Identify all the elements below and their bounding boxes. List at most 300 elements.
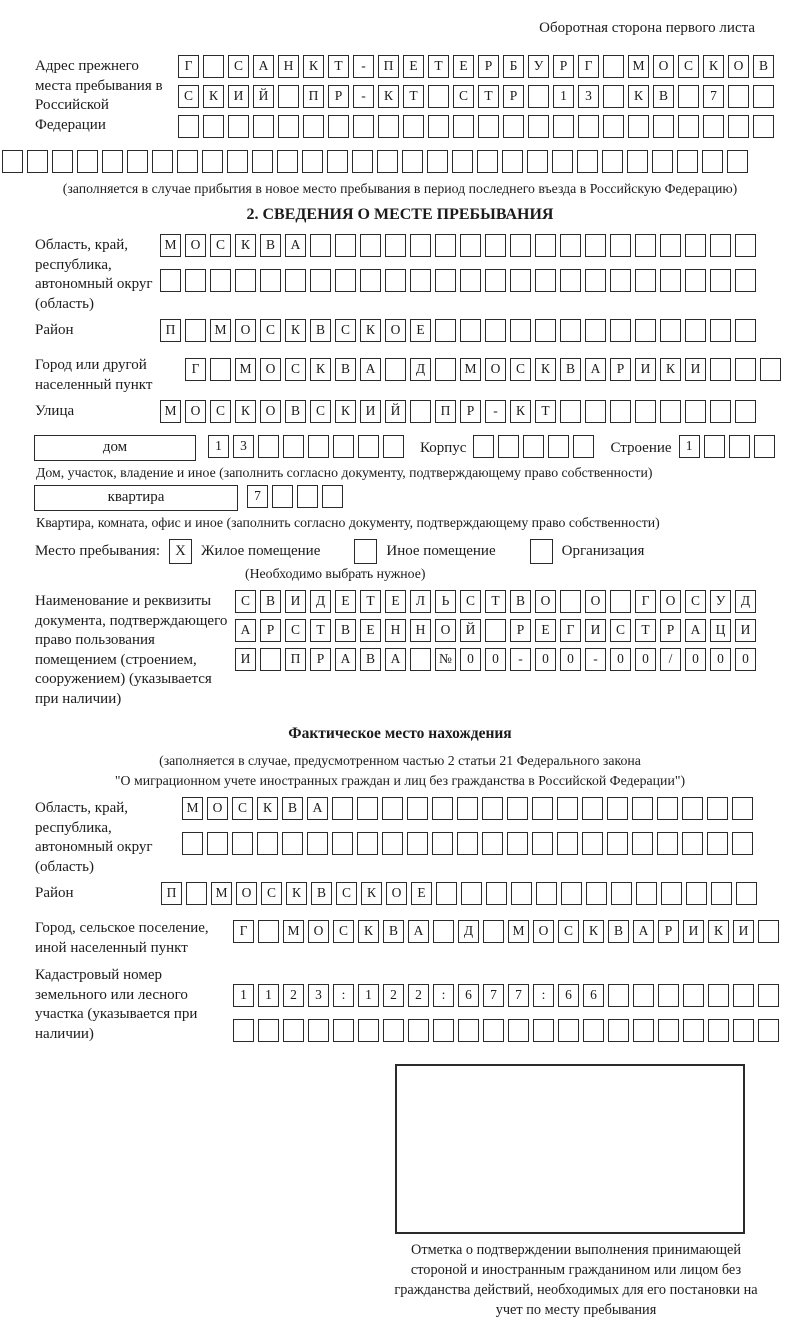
char-box[interactable]: И xyxy=(285,590,306,613)
char-box[interactable]: М xyxy=(160,400,181,423)
char-box[interactable]: М xyxy=(460,358,481,381)
char-box[interactable] xyxy=(127,150,148,173)
char-box[interactable] xyxy=(385,269,406,292)
char-box[interactable] xyxy=(177,150,198,173)
char-box[interactable] xyxy=(610,590,631,613)
char-box[interactable]: 1 xyxy=(208,435,229,458)
char-box[interactable] xyxy=(603,55,624,78)
char-box[interactable] xyxy=(732,797,753,820)
char-box[interactable]: О xyxy=(260,358,281,381)
char-box[interactable]: 7 xyxy=(703,85,724,108)
char-box[interactable] xyxy=(460,269,481,292)
char-box[interactable]: Г xyxy=(185,358,206,381)
char-box[interactable]: М xyxy=(210,319,231,342)
char-box[interactable] xyxy=(685,319,706,342)
char-box[interactable]: В xyxy=(560,358,581,381)
char-box[interactable] xyxy=(528,85,549,108)
char-box[interactable] xyxy=(185,319,206,342)
char-box[interactable] xyxy=(682,797,703,820)
char-box[interactable] xyxy=(378,115,399,138)
char-box[interactable] xyxy=(278,85,299,108)
char-box[interactable]: 2 xyxy=(408,984,429,1007)
char-box[interactable] xyxy=(727,150,748,173)
char-box[interactable] xyxy=(257,832,278,855)
char-box[interactable] xyxy=(272,485,293,508)
char-box[interactable] xyxy=(535,319,556,342)
char-box[interactable] xyxy=(683,1019,704,1042)
char-box[interactable] xyxy=(310,269,331,292)
char-box[interactable]: Е xyxy=(360,619,381,642)
char-box[interactable] xyxy=(608,984,629,1007)
char-box[interactable]: Д xyxy=(735,590,756,613)
char-box[interactable] xyxy=(607,797,628,820)
char-box[interactable] xyxy=(203,55,224,78)
char-box[interactable]: В xyxy=(260,234,281,257)
char-box[interactable]: Р xyxy=(503,85,524,108)
char-box[interactable]: К xyxy=(310,358,331,381)
char-box[interactable]: И xyxy=(235,648,256,671)
char-box[interactable] xyxy=(728,85,749,108)
char-box[interactable]: Л xyxy=(410,590,431,613)
char-box[interactable] xyxy=(353,115,374,138)
char-box[interactable] xyxy=(736,882,757,905)
char-box[interactable] xyxy=(483,1019,504,1042)
char-box[interactable] xyxy=(253,115,274,138)
char-box[interactable]: И xyxy=(228,85,249,108)
char-box[interactable] xyxy=(610,234,631,257)
char-box[interactable] xyxy=(357,832,378,855)
char-box[interactable]: 6 xyxy=(583,984,604,1007)
char-box[interactable]: 7 xyxy=(508,984,529,1007)
char-box[interactable]: С xyxy=(678,55,699,78)
char-box[interactable] xyxy=(358,435,379,458)
char-box[interactable]: В xyxy=(311,882,332,905)
char-box[interactable]: С xyxy=(333,920,354,943)
char-box[interactable] xyxy=(586,882,607,905)
char-box[interactable]: С xyxy=(232,797,253,820)
char-box[interactable]: А xyxy=(285,234,306,257)
char-box[interactable] xyxy=(708,984,729,1007)
char-box[interactable]: С xyxy=(261,882,282,905)
char-box[interactable]: К xyxy=(510,400,531,423)
char-box[interactable] xyxy=(552,150,573,173)
char-box[interactable] xyxy=(560,234,581,257)
char-box[interactable] xyxy=(2,150,23,173)
char-box[interactable]: В xyxy=(608,920,629,943)
char-box[interactable]: 7 xyxy=(483,984,504,1007)
char-box[interactable] xyxy=(360,269,381,292)
char-box[interactable] xyxy=(632,797,653,820)
char-box[interactable] xyxy=(186,882,207,905)
char-box[interactable] xyxy=(533,1019,554,1042)
char-box[interactable] xyxy=(435,234,456,257)
char-box[interactable]: Р xyxy=(328,85,349,108)
char-box[interactable] xyxy=(710,269,731,292)
char-box[interactable] xyxy=(632,832,653,855)
char-box[interactable]: Б xyxy=(503,55,524,78)
char-box[interactable] xyxy=(536,882,557,905)
char-box[interactable] xyxy=(735,269,756,292)
char-box[interactable] xyxy=(585,269,606,292)
char-box[interactable]: К xyxy=(361,882,382,905)
char-box[interactable]: О xyxy=(235,319,256,342)
char-box[interactable]: - xyxy=(585,648,606,671)
char-box[interactable]: С xyxy=(178,85,199,108)
char-box[interactable]: П xyxy=(303,85,324,108)
char-box[interactable]: 1 xyxy=(233,984,254,1007)
char-box[interactable] xyxy=(507,797,528,820)
char-box[interactable] xyxy=(535,234,556,257)
char-box[interactable] xyxy=(758,984,779,1007)
char-box[interactable]: 0 xyxy=(535,648,556,671)
char-box[interactable]: Е xyxy=(411,882,432,905)
char-box[interactable]: - xyxy=(485,400,506,423)
char-box[interactable] xyxy=(473,435,494,458)
char-box[interactable] xyxy=(685,234,706,257)
char-box[interactable]: Г xyxy=(635,590,656,613)
char-box[interactable] xyxy=(282,832,303,855)
char-box[interactable]: О xyxy=(653,55,674,78)
char-box[interactable] xyxy=(758,1019,779,1042)
char-box[interactable]: А xyxy=(585,358,606,381)
char-box[interactable]: А xyxy=(408,920,429,943)
char-box[interactable] xyxy=(510,269,531,292)
char-box[interactable] xyxy=(557,797,578,820)
char-box[interactable]: П xyxy=(160,319,181,342)
char-box[interactable] xyxy=(732,832,753,855)
char-box[interactable] xyxy=(511,882,532,905)
char-box[interactable] xyxy=(207,832,228,855)
char-box[interactable]: 1 xyxy=(679,435,700,458)
char-box[interactable]: П xyxy=(161,882,182,905)
char-box[interactable]: К xyxy=(235,400,256,423)
char-box[interactable] xyxy=(685,269,706,292)
char-box[interactable] xyxy=(410,269,431,292)
char-box[interactable]: М xyxy=(160,234,181,257)
char-box[interactable]: А xyxy=(335,648,356,671)
char-box[interactable]: Т xyxy=(428,55,449,78)
char-box[interactable]: Д xyxy=(458,920,479,943)
char-box[interactable]: Й xyxy=(460,619,481,642)
char-box[interactable]: : xyxy=(333,984,354,1007)
char-box[interactable]: К xyxy=(335,400,356,423)
char-box[interactable]: С xyxy=(210,400,231,423)
char-box[interactable] xyxy=(657,832,678,855)
char-box[interactable]: 0 xyxy=(485,648,506,671)
char-box[interactable] xyxy=(635,269,656,292)
char-box[interactable]: К xyxy=(235,234,256,257)
char-box[interactable] xyxy=(428,115,449,138)
char-box[interactable]: К xyxy=(708,920,729,943)
char-box[interactable]: Т xyxy=(635,619,656,642)
char-box[interactable]: М xyxy=(211,882,232,905)
char-box[interactable] xyxy=(377,150,398,173)
char-box[interactable]: Н xyxy=(385,619,406,642)
char-box[interactable]: К xyxy=(703,55,724,78)
char-box[interactable] xyxy=(410,648,431,671)
char-box[interactable] xyxy=(483,920,504,943)
char-box[interactable] xyxy=(485,234,506,257)
char-box[interactable]: А xyxy=(253,55,274,78)
char-box[interactable] xyxy=(707,832,728,855)
char-box[interactable]: Р xyxy=(260,619,281,642)
char-box[interactable]: К xyxy=(535,358,556,381)
char-box[interactable]: О xyxy=(260,400,281,423)
char-box[interactable] xyxy=(658,1019,679,1042)
char-box[interactable] xyxy=(510,234,531,257)
char-box[interactable] xyxy=(202,150,223,173)
char-box[interactable] xyxy=(678,115,699,138)
char-box[interactable] xyxy=(753,85,774,108)
char-box[interactable] xyxy=(383,435,404,458)
char-box[interactable]: К xyxy=(285,319,306,342)
char-box[interactable]: Т xyxy=(485,590,506,613)
char-box[interactable]: - xyxy=(353,85,374,108)
char-box[interactable]: К xyxy=(358,920,379,943)
char-box[interactable]: О xyxy=(385,319,406,342)
char-box[interactable]: Е xyxy=(403,55,424,78)
char-box[interactable] xyxy=(328,115,349,138)
char-box[interactable]: С xyxy=(453,85,474,108)
char-box[interactable] xyxy=(582,832,603,855)
char-box[interactable]: 0 xyxy=(635,648,656,671)
char-box[interactable]: В xyxy=(285,400,306,423)
char-box[interactable]: И xyxy=(735,619,756,642)
char-box[interactable] xyxy=(603,85,624,108)
char-box[interactable] xyxy=(410,234,431,257)
char-box[interactable] xyxy=(532,832,553,855)
char-box[interactable]: 6 xyxy=(558,984,579,1007)
char-box[interactable] xyxy=(457,797,478,820)
char-box[interactable] xyxy=(435,358,456,381)
char-box[interactable] xyxy=(258,920,279,943)
char-box[interactable]: № xyxy=(435,648,456,671)
char-box[interactable]: Н xyxy=(410,619,431,642)
char-box[interactable] xyxy=(573,435,594,458)
char-box[interactable] xyxy=(382,797,403,820)
char-box[interactable]: 0 xyxy=(560,648,581,671)
char-box[interactable] xyxy=(352,150,373,173)
char-box[interactable] xyxy=(302,150,323,173)
char-box[interactable] xyxy=(427,150,448,173)
char-box[interactable]: Ь xyxy=(435,590,456,613)
char-box[interactable] xyxy=(503,115,524,138)
char-box[interactable] xyxy=(283,1019,304,1042)
char-box[interactable]: Т xyxy=(310,619,331,642)
char-box[interactable]: И xyxy=(585,619,606,642)
char-box[interactable] xyxy=(660,400,681,423)
char-box[interactable] xyxy=(602,150,623,173)
char-box[interactable] xyxy=(528,115,549,138)
char-box[interactable] xyxy=(510,319,531,342)
char-box[interactable]: Д xyxy=(410,358,431,381)
char-box[interactable]: 6 xyxy=(458,984,479,1007)
char-box[interactable] xyxy=(277,150,298,173)
char-box[interactable] xyxy=(283,435,304,458)
char-box[interactable] xyxy=(560,319,581,342)
char-box[interactable] xyxy=(335,269,356,292)
char-box[interactable] xyxy=(708,1019,729,1042)
char-box[interactable]: А xyxy=(235,619,256,642)
char-box[interactable]: 1 xyxy=(258,984,279,1007)
char-box[interactable] xyxy=(561,882,582,905)
char-box[interactable] xyxy=(102,150,123,173)
char-box[interactable]: : xyxy=(533,984,554,1007)
char-box[interactable]: Т xyxy=(535,400,556,423)
char-box[interactable]: В xyxy=(383,920,404,943)
char-box[interactable] xyxy=(603,115,624,138)
char-box[interactable]: В xyxy=(335,619,356,642)
char-box[interactable] xyxy=(583,1019,604,1042)
char-box[interactable]: Р xyxy=(310,648,331,671)
char-box[interactable]: - xyxy=(510,648,531,671)
char-box[interactable] xyxy=(660,269,681,292)
char-box[interactable]: М xyxy=(283,920,304,943)
char-box[interactable]: О xyxy=(236,882,257,905)
char-box[interactable]: К xyxy=(286,882,307,905)
char-box[interactable]: К xyxy=(360,319,381,342)
char-box[interactable] xyxy=(322,485,343,508)
char-box[interactable] xyxy=(527,150,548,173)
char-box[interactable] xyxy=(407,797,428,820)
char-box[interactable]: Р xyxy=(510,619,531,642)
char-box[interactable] xyxy=(535,269,556,292)
char-box[interactable] xyxy=(477,150,498,173)
char-box[interactable] xyxy=(432,797,453,820)
char-box[interactable] xyxy=(652,150,673,173)
char-box[interactable]: 0 xyxy=(735,648,756,671)
char-box[interactable]: 0 xyxy=(685,648,706,671)
char-box[interactable] xyxy=(303,115,324,138)
char-box[interactable] xyxy=(383,1019,404,1042)
char-box[interactable] xyxy=(432,832,453,855)
char-box[interactable]: И xyxy=(360,400,381,423)
char-box[interactable] xyxy=(735,400,756,423)
char-box[interactable] xyxy=(611,882,632,905)
char-box[interactable] xyxy=(252,150,273,173)
char-box[interactable]: Р xyxy=(610,358,631,381)
char-box[interactable]: / xyxy=(660,648,681,671)
char-box[interactable] xyxy=(558,1019,579,1042)
char-box[interactable]: А xyxy=(385,648,406,671)
char-box[interactable] xyxy=(735,358,756,381)
char-box[interactable]: 7 xyxy=(247,485,268,508)
char-box[interactable]: С xyxy=(228,55,249,78)
char-box[interactable]: О xyxy=(207,797,228,820)
char-box[interactable]: С xyxy=(510,358,531,381)
char-box[interactable]: О xyxy=(728,55,749,78)
char-box[interactable]: А xyxy=(360,358,381,381)
char-box[interactable]: 0 xyxy=(710,648,731,671)
char-box[interactable]: Т xyxy=(360,590,381,613)
char-box[interactable] xyxy=(703,115,724,138)
char-box[interactable] xyxy=(682,832,703,855)
char-box[interactable] xyxy=(461,882,482,905)
char-box[interactable] xyxy=(182,832,203,855)
char-box[interactable]: С xyxy=(210,234,231,257)
char-box[interactable] xyxy=(482,797,503,820)
char-box[interactable] xyxy=(385,234,406,257)
char-box[interactable] xyxy=(227,150,248,173)
char-box[interactable]: 1 xyxy=(553,85,574,108)
char-box[interactable] xyxy=(160,269,181,292)
char-box[interactable] xyxy=(553,115,574,138)
char-box[interactable]: Р xyxy=(658,920,679,943)
char-box[interactable] xyxy=(258,435,279,458)
char-box[interactable] xyxy=(578,115,599,138)
char-box[interactable] xyxy=(308,435,329,458)
char-box[interactable]: 0 xyxy=(460,648,481,671)
checkbox-inoe-pomeshchenie[interactable] xyxy=(354,539,377,564)
char-box[interactable] xyxy=(560,400,581,423)
char-box[interactable] xyxy=(458,1019,479,1042)
char-box[interactable]: О xyxy=(308,920,329,943)
char-box[interactable]: К xyxy=(257,797,278,820)
char-box[interactable]: М xyxy=(182,797,203,820)
char-box[interactable]: 3 xyxy=(308,984,329,1007)
char-box[interactable] xyxy=(686,882,707,905)
char-box[interactable] xyxy=(485,319,506,342)
char-box[interactable]: И xyxy=(683,920,704,943)
char-box[interactable]: С xyxy=(260,319,281,342)
char-box[interactable] xyxy=(478,115,499,138)
char-box[interactable]: П xyxy=(378,55,399,78)
char-box[interactable] xyxy=(433,1019,454,1042)
char-box[interactable] xyxy=(660,319,681,342)
char-box[interactable] xyxy=(485,269,506,292)
char-box[interactable]: К xyxy=(628,85,649,108)
char-box[interactable] xyxy=(333,1019,354,1042)
char-box[interactable]: Г xyxy=(233,920,254,943)
char-box[interactable]: К xyxy=(660,358,681,381)
char-box[interactable] xyxy=(635,234,656,257)
char-box[interactable]: В xyxy=(310,319,331,342)
char-box[interactable] xyxy=(633,984,654,1007)
char-box[interactable]: К xyxy=(203,85,224,108)
char-box[interactable]: В xyxy=(260,590,281,613)
char-box[interactable] xyxy=(560,590,581,613)
char-box[interactable] xyxy=(435,269,456,292)
char-box[interactable]: С xyxy=(235,590,256,613)
char-box[interactable]: В xyxy=(282,797,303,820)
char-box[interactable] xyxy=(733,984,754,1007)
char-box[interactable]: У xyxy=(528,55,549,78)
char-box[interactable] xyxy=(710,358,731,381)
char-box[interactable]: П xyxy=(435,400,456,423)
char-box[interactable] xyxy=(310,234,331,257)
char-box[interactable] xyxy=(460,319,481,342)
char-box[interactable]: О xyxy=(660,590,681,613)
char-box[interactable]: Ц xyxy=(710,619,731,642)
char-box[interactable] xyxy=(433,920,454,943)
char-box[interactable] xyxy=(228,115,249,138)
char-box[interactable] xyxy=(457,832,478,855)
char-box[interactable] xyxy=(235,269,256,292)
char-box[interactable] xyxy=(627,150,648,173)
char-box[interactable] xyxy=(233,1019,254,1042)
char-box[interactable] xyxy=(635,319,656,342)
char-box[interactable]: Т xyxy=(403,85,424,108)
char-box[interactable]: О xyxy=(435,619,456,642)
char-box[interactable] xyxy=(333,435,354,458)
char-box[interactable] xyxy=(278,115,299,138)
char-box[interactable] xyxy=(653,115,674,138)
char-box[interactable]: Е xyxy=(335,590,356,613)
char-box[interactable] xyxy=(486,882,507,905)
char-box[interactable] xyxy=(729,435,750,458)
char-box[interactable] xyxy=(633,1019,654,1042)
char-box[interactable] xyxy=(628,115,649,138)
